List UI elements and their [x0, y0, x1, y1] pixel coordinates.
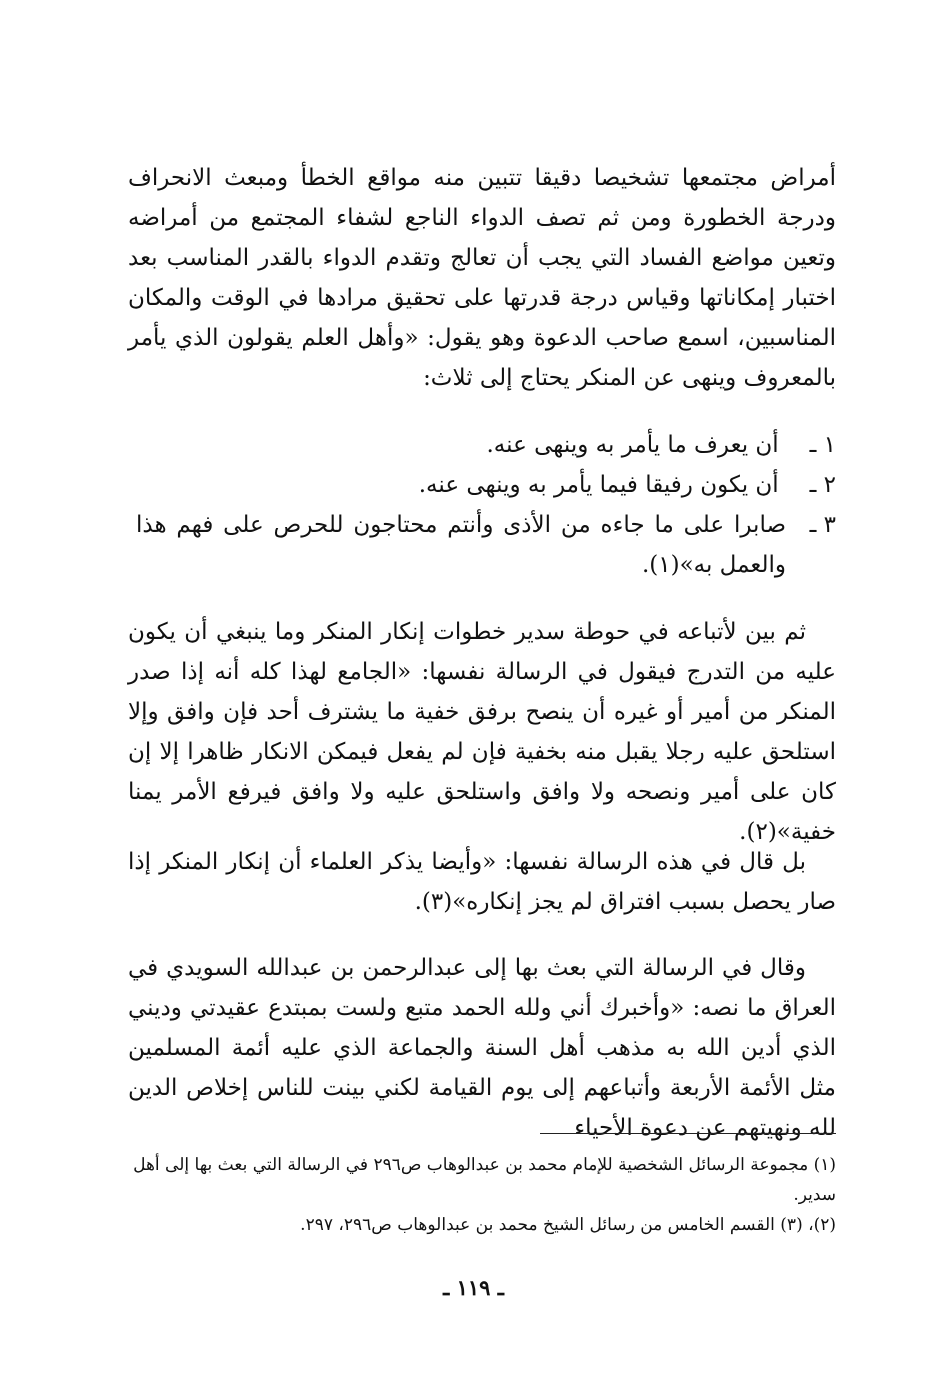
list-item-2-number: ٢ ـ [809, 472, 836, 498]
paragraph-3-text: بل قال في هذه الرسالة نفسها: «وأيضا يذكر العلماء أن إنكار المنكر إذا صار يحصل بسبب افتراق لم يجز إنكاره»(٣). [128, 849, 836, 915]
footnote-2: (٢)، (٣) القسم الخامس من رسائل الشيخ محمد بن عبدالوهاب ص٢٩٦، ٢٩٧. [300, 1215, 836, 1235]
list-item-1 [128, 425, 836, 465]
paragraph-4-text: وقال في الرسالة التي بعث بها إلى عبدالرحمن بن عبدالله السويدي في العراق ما نصه: «وأخبرك أني ولله الحمد متبع ولست بمبتدع عقيدتي وديني الذي أدين الله به مذهب أهل السنة والجماعة الذي عليه أئمة المسلمين مثل الأئمة الأربعة وأتباعهم إلى يوم القيامة لكني بينت للناس إخلاص الدين لله ونهيتهم عن دعوة الأحياء [128, 955, 836, 1141]
list-item-2-text: أن يكون رفيقا فيما يأمر به وينهى عنه. [418, 472, 779, 498]
list-item-3 [128, 505, 836, 585]
list-item-1-text: أن يعرف ما يأمر به وينهى عنه. [486, 432, 779, 458]
list-item-2 [128, 465, 836, 505]
list-item-3-number: ٣ ـ [809, 512, 836, 538]
paragraph-1-text: أمراض مجتمعها تشخيصا دقيقا تتبين منه مواقع الخطأ ومبعث الانحراف ودرجة الخطورة ومن ثم تصف الدواء الناجع لشفاء المجتمع من أمراضه وتعين مواضع الفساد التي يجب أن تعالج وتقدم الدواء بالقدر المناسب بعد اختبار إمكاناتها وقياس درجة قدرتها على تحقيق مرادها في الوقت والمكان المناسبين، اسمع صاحب الدعوة وهو يقول: «وأهل العلم يقولون الذي يأمر بالمعروف وينهى عن المنكر يحتاج إلى ثلاث: [128, 165, 836, 391]
paragraph-1 [128, 158, 836, 398]
page-number: ـ ١١٩ ـ [443, 1275, 504, 1300]
paragraph-4 [128, 948, 836, 1148]
list-item-3-text: صابرا على ما جاءه من الأذى وأنتم محتاجون للحرص على فهم هذا والعمل به»(١). [136, 512, 786, 578]
footnotes [128, 1150, 836, 1240]
list-item-1-number: ١ ـ [809, 432, 836, 458]
paragraph-3 [128, 842, 836, 922]
paragraph-2-text: ثم بين لأتباعه في حوطة سدير خطوات إنكار المنكر وما ينبغي أن يكون عليه من التدرج فيقول في الرسالة نفسها: «الجامع لهذا كله أنه إذا صدر المنكر من أمير أو غيره أن ينصح برفق خفية ما يشترف أحد فإن وافق وإلا استلحق عليه رجلا يقبل منه بخفية فإن لم يفعل فيمكن الانكار ظاهرا إلا إن كان على أمير ونصحه ولا وافق واستلحق عليه ولا وافق فيرفع الأمر يمنا خفية»(٢). [128, 619, 836, 845]
footnote-divider [540, 1133, 836, 1134]
footnote-1: (١) مجموعة الرسائل الشخصية للإمام محمد بن عبدالوهاب ص٢٩٦ في الرسالة التي بعث بها إلى أهل سدير. [133, 1155, 836, 1205]
paragraph-2 [128, 612, 836, 852]
